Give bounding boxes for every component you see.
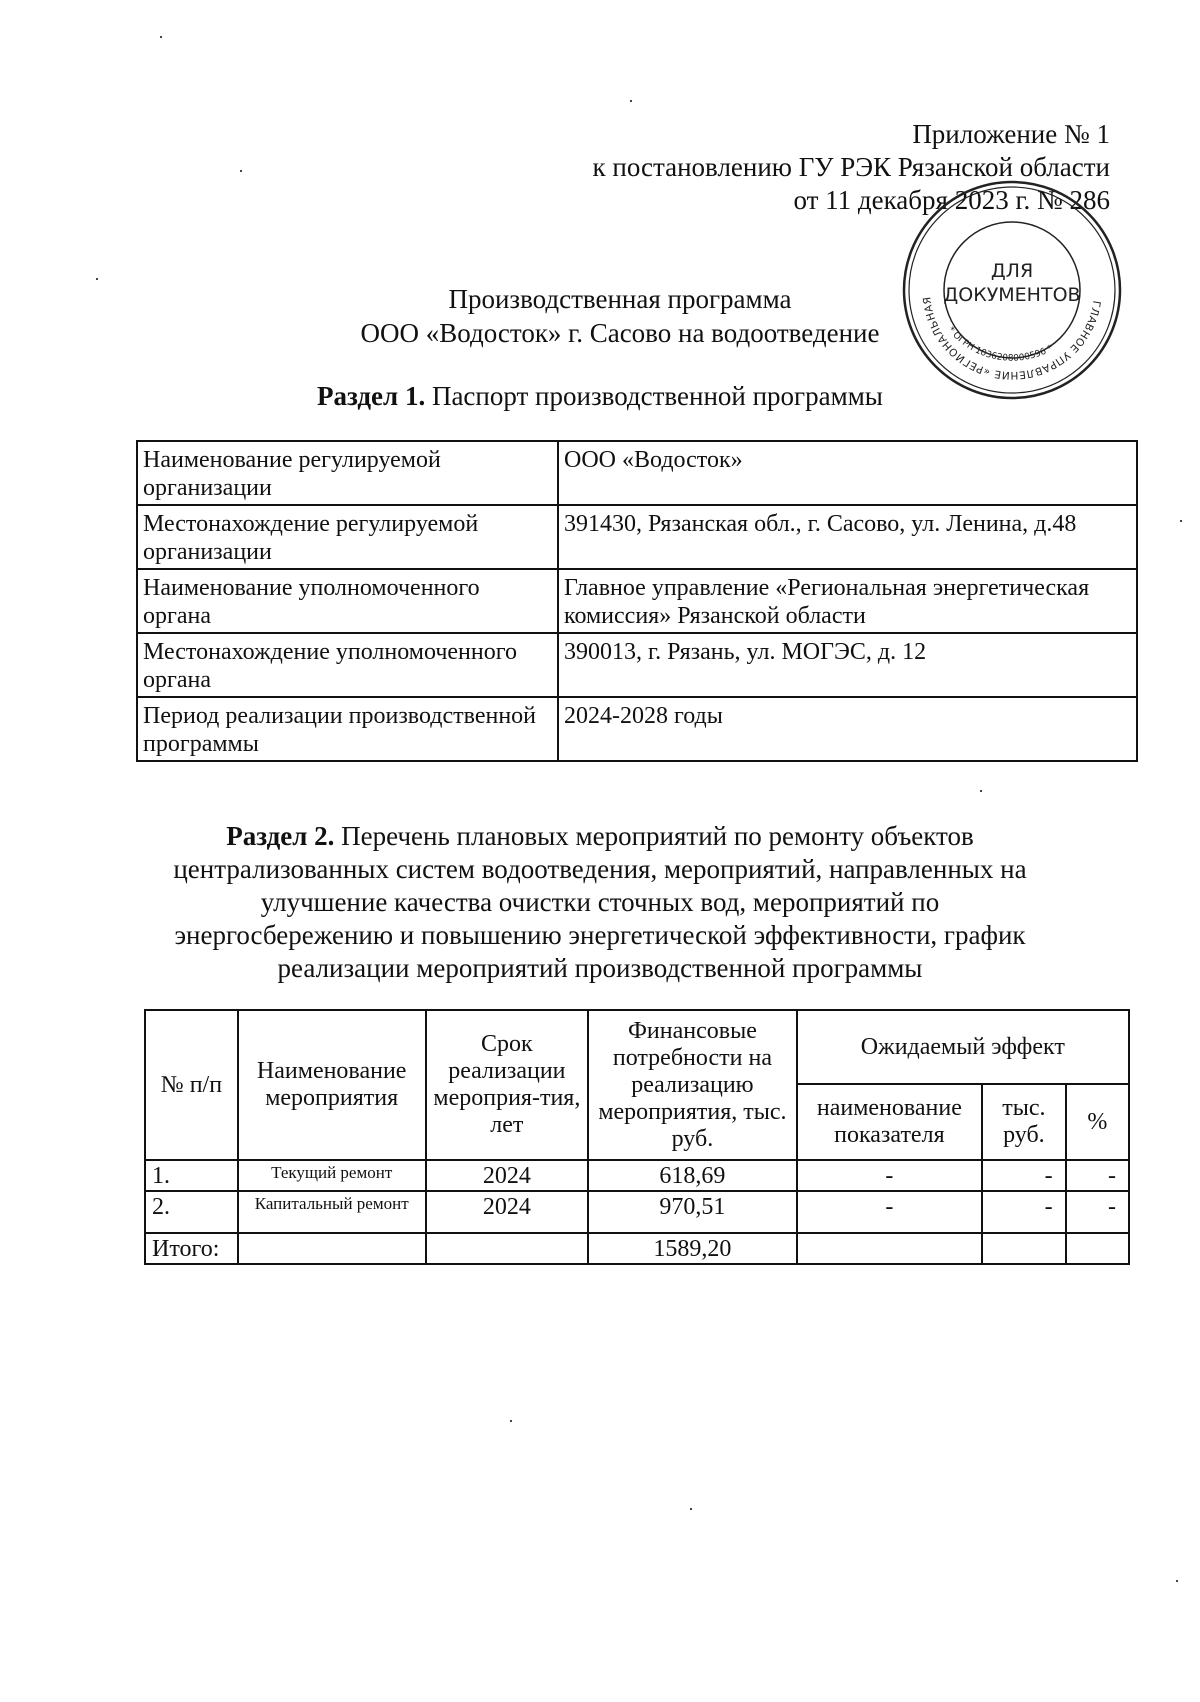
col-header-effect-rub: тыс. руб.	[982, 1084, 1066, 1160]
total-finance: 1589,20	[588, 1233, 796, 1264]
row-effect-rub: -	[982, 1191, 1066, 1233]
scan-speck	[690, 1508, 692, 1510]
passport-table	[136, 440, 1138, 762]
scan-speck	[1180, 520, 1182, 522]
table-row	[145, 1191, 1129, 1233]
passport-field-name: Местонахождение регулируемой организации	[137, 505, 558, 569]
col-header-finance: Финансовые потребности на реализацию мероприятия, тыс. руб.	[588, 1010, 796, 1160]
section-2-title: Перечень плановых мероприятий по ремонту объектов централизованных систем водоотведения, мероприятий, направленных на улучшение качества очистки сточных вод, мероприятий по энергосбережению и повышению энергетической эффективности, график реализации мероприятий производственной программы	[173, 821, 1027, 983]
table-header-row	[145, 1010, 1129, 1084]
col-header-num: № п/п	[145, 1010, 238, 1160]
total-empty-cell	[1066, 1233, 1129, 1264]
program-title-line-1: Производственная программа	[448, 284, 792, 314]
col-header-effect: Ожидаемый эффект	[797, 1010, 1129, 1084]
section-1-title: Паспорт производственной программы	[425, 381, 883, 411]
passport-field-name: Наименование уполномоченного органа	[137, 569, 558, 633]
scan-speck	[160, 36, 162, 38]
total-label: Итого:	[145, 1233, 238, 1264]
table-row	[145, 1160, 1129, 1191]
passport-field-value: ООО «Водосток»	[558, 441, 1137, 505]
stamp-ring-text: ГЛАВНОЕ УПРАВЛЕНИЕ «РЕГИОНАЛЬНАЯ	[921, 295, 1103, 382]
col-header-name: Наименование мероприятия	[238, 1010, 426, 1160]
row-num: 1.	[145, 1160, 238, 1191]
row-term: 2024	[426, 1160, 589, 1191]
col-header-effect-pct: %	[1066, 1084, 1129, 1160]
row-effect-rub: -	[982, 1160, 1066, 1191]
passport-field-value: 390013, г. Рязань, ул. МОГЭС, д. 12	[558, 633, 1137, 697]
total-empty-cell	[982, 1233, 1066, 1264]
table-total-row	[145, 1233, 1129, 1264]
passport-field-name: Период реализации производственной программы	[137, 697, 558, 761]
measures-table	[144, 1009, 1130, 1265]
program-title-line-2: ООО «Водосток» г. Сасово на водоотведение	[360, 318, 880, 348]
section-2-label: Раздел 2.	[226, 821, 335, 851]
annex-line-1: Приложение № 1	[912, 119, 1110, 149]
table-row	[137, 505, 1137, 569]
stamp-center-line-1: ДЛЯ	[990, 260, 1034, 282]
section-1-label: Раздел 1.	[317, 381, 426, 411]
row-effect-name: -	[797, 1191, 983, 1233]
program-title	[340, 282, 900, 350]
table-row	[137, 441, 1137, 505]
row-name: Текущий ремонт	[238, 1160, 426, 1191]
row-finance: 618,69	[588, 1160, 796, 1191]
official-stamp	[900, 178, 1124, 402]
scan-speck	[96, 278, 98, 280]
col-header-effect-name: наименование показателя	[797, 1084, 983, 1160]
total-empty-cell	[426, 1233, 589, 1264]
row-effect-pct: -	[1066, 1191, 1129, 1233]
row-term: 2024	[426, 1191, 589, 1233]
row-finance: 970,51	[588, 1191, 796, 1233]
section-2-heading	[150, 820, 1050, 985]
passport-field-name: Наименование регулируемой организации	[137, 441, 558, 505]
stamp-center-line-2: ДОКУМЕНТОВ	[943, 284, 1081, 306]
col-header-term: Срок реализации мероприя-тия, лет	[426, 1010, 589, 1160]
row-num: 2.	[145, 1191, 238, 1233]
table-row	[137, 569, 1137, 633]
annex-line-3: от 11 декабря 2023 г. № 286	[793, 185, 1110, 215]
row-effect-name: -	[797, 1160, 983, 1191]
scan-speck	[980, 790, 982, 792]
total-empty-cell	[797, 1233, 983, 1264]
scan-speck	[510, 1420, 512, 1422]
passport-field-name: Местонахождение уполномоченного органа	[137, 633, 558, 697]
annex-line-2: к постановлению ГУ РЭК Рязанской области	[592, 152, 1110, 182]
table-row	[137, 697, 1137, 761]
scan-speck	[240, 170, 242, 172]
row-effect-pct: -	[1066, 1160, 1129, 1191]
stamp-bottom-text: * ОГРН 1036208000596 *	[945, 325, 1055, 364]
scan-speck	[1176, 1580, 1178, 1582]
passport-field-value: 391430, Рязанская обл., г. Сасово, ул. Ленина, д.48	[558, 505, 1137, 569]
total-empty-cell	[238, 1233, 426, 1264]
row-name: Капитальный ремонт	[238, 1191, 426, 1233]
passport-field-value: 2024-2028 годы	[558, 697, 1137, 761]
table-row	[137, 633, 1137, 697]
scan-speck	[630, 100, 632, 102]
passport-field-value: Главное управление «Региональная энергетическая комиссия» Рязанской области	[558, 569, 1137, 633]
